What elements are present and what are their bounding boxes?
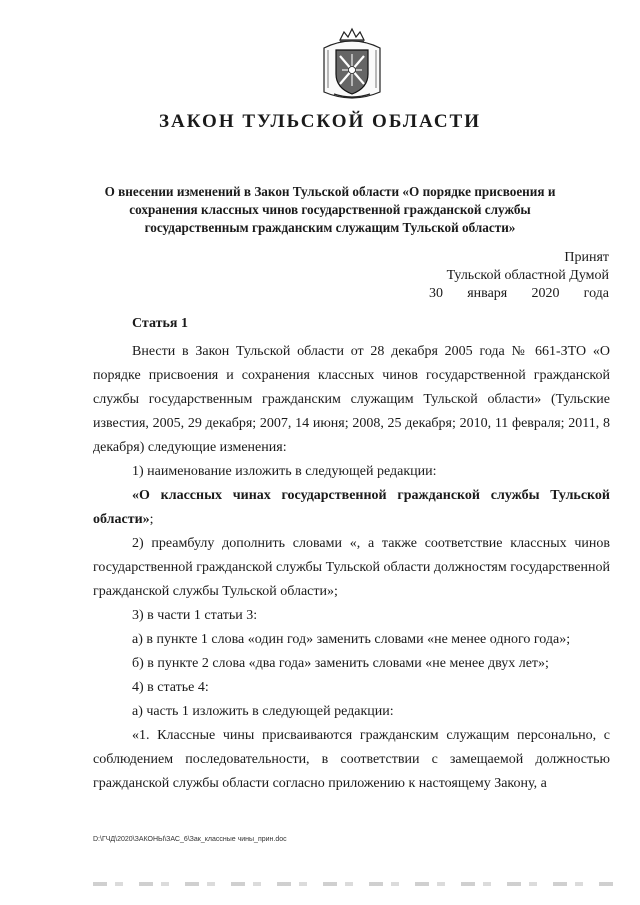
item-1-quote [93, 484, 610, 532]
law-title: ЗАКОН ТУЛЬСКОЙ ОБЛАСТИ [158, 111, 482, 132]
article-heading: Статья 1 [132, 316, 188, 331]
article-intro: Внести в Закон Тульской области от 28 декабря 2005 года № 661-ЗТО «О порядке присвоения и сохранения классных чинов государственной гражданской службы государственным гражданским служащим Тульской области» (Тульские известия, 2005, 29 декабря; 2007, 14 июня; 2008, 25 декабря; 2010, 11 февраля; 2011, 8 декабря) следующие изменения: [93, 344, 610, 455]
item-1-quote-end: ; [149, 512, 154, 527]
article-body [93, 312, 610, 796]
scan-artifact-line [93, 882, 613, 886]
adopted-month: января [467, 286, 508, 301]
adopted-day: 30 [429, 286, 443, 301]
tula-coat-of-arms-icon [318, 26, 386, 102]
item-4a: а) часть 1 изложить в следующей редакции: [132, 704, 394, 719]
item-1-quote-text: «О классных чинах государственной гражданской службы Тульской области» [93, 488, 610, 527]
item-1: 1) наименование изложить в следующей редакции: [132, 464, 437, 479]
adoption-block [421, 249, 609, 303]
item-4a-text: «1. Классные чины присваиваются гражданским служащим персонально, с соблюдением последовательности, в соответствии с замещаемой должностью гражданской службы области согласно приложению к настоящему Закону, а [93, 728, 610, 791]
adopted-date [421, 285, 609, 303]
item-2: 2) преамбулу дополнить словами «, а также соответствие классных чинов государственной гражданской службы Тульской области должностям государственной гражданской службы Тульской области»; [93, 536, 610, 599]
adopted-year: 2020 [531, 286, 560, 301]
adopted-by: Тульской областной Думой [446, 268, 609, 283]
item-3: 3) в части 1 статьи 3: [132, 608, 258, 623]
item-3a: а) в пункте 1 слова «один год» заменить словами «не менее одного года»; [132, 632, 571, 647]
adopted-label: Принят [564, 250, 609, 265]
item-4: 4) в статье 4: [132, 680, 209, 695]
item-3b: б) в пункте 2 слова «два года» заменить словами «не менее двух лет»; [132, 656, 549, 671]
file-path-footer: D:\ГЧД\2020\ЗАКОНЫ\ЗАС_6\Зак_классные чины_прин.doc [93, 836, 287, 843]
adopted-year-word: года [583, 286, 609, 301]
law-subtitle: О внесении изменений в Закон Тульской области «О порядке присвоения и сохранения классных чинов государственной гражданской службы государственным гражданским служащим Тульской области» [104, 184, 556, 235]
